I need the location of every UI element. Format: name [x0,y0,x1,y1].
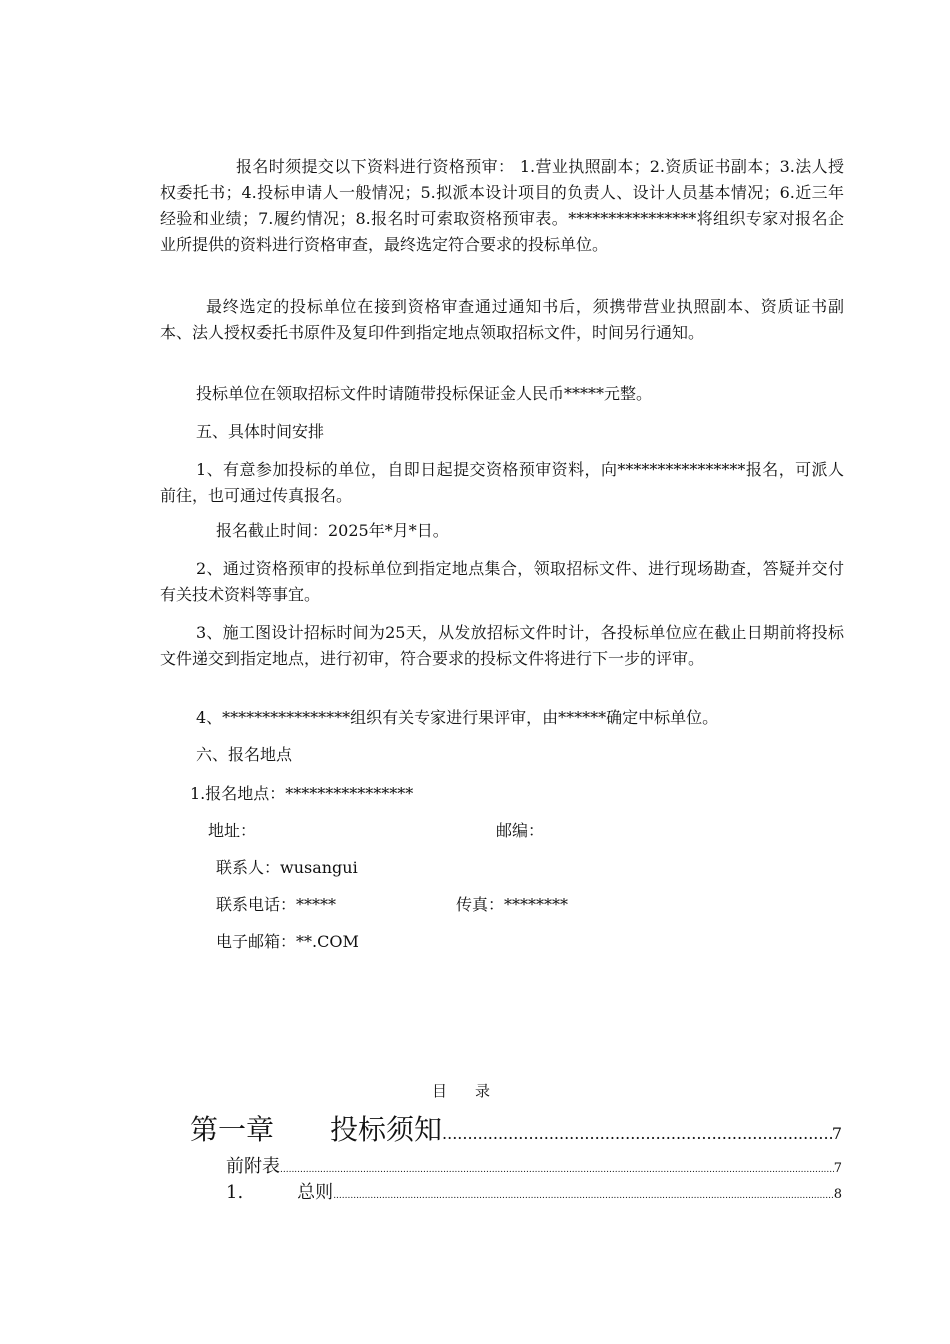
heading-schedule: 五、具体时间安排 [196,422,325,441]
toc-entry[interactable] [190,1112,842,1152]
address-label: 地址： [208,821,257,840]
paragraph-schedule-item-2: 2、通过资格预审的投标单位到指定地点集合，领取招标文件、进行现场勘查，答疑并交付有关技术资料等事宜。 [160,559,844,604]
toc-entry-label: 前附表 [226,1156,280,1177]
contact-email: 电子邮箱：**.COM [216,932,359,951]
heading-registration-location: 六、报名地点 [196,745,293,764]
toc-entry-page: 7 [833,1161,842,1176]
toc-leader [333,1183,834,1209]
paragraph-bid-bond: 投标单位在领取招标文件时请随带投标保证金人民币*****元整。 [196,384,653,403]
toc-leader [442,1116,832,1152]
paragraph-schedule-item-4: 4、****************组织有关专家进行果评审，由******确定中标单位。 [196,708,719,727]
zip-label: 邮编： [496,821,545,840]
toc-title: 目录 [431,1082,518,1100]
paragraph-deadline: 报名截止时间：2025年*月*日。 [216,521,449,540]
toc-entry[interactable] [226,1154,842,1183]
contact-fax: 传真：******** [456,895,569,914]
registration-location: 1.报名地点：**************** [190,784,414,803]
paragraph-schedule-item-1: 1、有意参加投标的单位，自即日起提交资格预审资料，向****************报名，可派人前往，也可通过传真报名。 [160,460,844,505]
contact-person: 联系人：wusangui [216,858,358,877]
toc-entry[interactable] [226,1180,842,1209]
contact-phone: 联系电话：***** [216,895,337,914]
paragraph-selected-bidder: 最终选定的投标单位在接到资格审查通过通知书后，须携带营业执照副本、资质证书副本、法人授权委托书原件及复印件到指定地点领取招标文件，时间另行通知。 [160,297,844,342]
paragraph-qualification-materials: 报名时须提交以下资料进行资格预审： 1.营业执照副本；2.资质证书副本；3.法人授权委托书；4.投标申请人一般情况；5.拟派本设计项目的负责人、设计人员基本情况；6.近三年经验和业绩；7.履约情况；8.报名时可索取资格预审表。****************将组织专家对报名企业所提供的资料进行资格审查，最终选定符合要求的投标单位。 [160,157,844,254]
toc-entry-label: 第一章 投标须知 [190,1113,443,1146]
paragraph-schedule-item-3: 3、施工图设计招标时间为25天，从发放招标文件时计，各投标单位应在截止日期前将投标文件递交到指定地点，进行初审，符合要求的投标文件将进行下一步的评审。 [160,623,844,668]
toc-entry-label: 1. 总则 [226,1182,334,1203]
toc-entry-page: 8 [833,1187,842,1202]
toc-entry-page: 7 [831,1124,842,1143]
